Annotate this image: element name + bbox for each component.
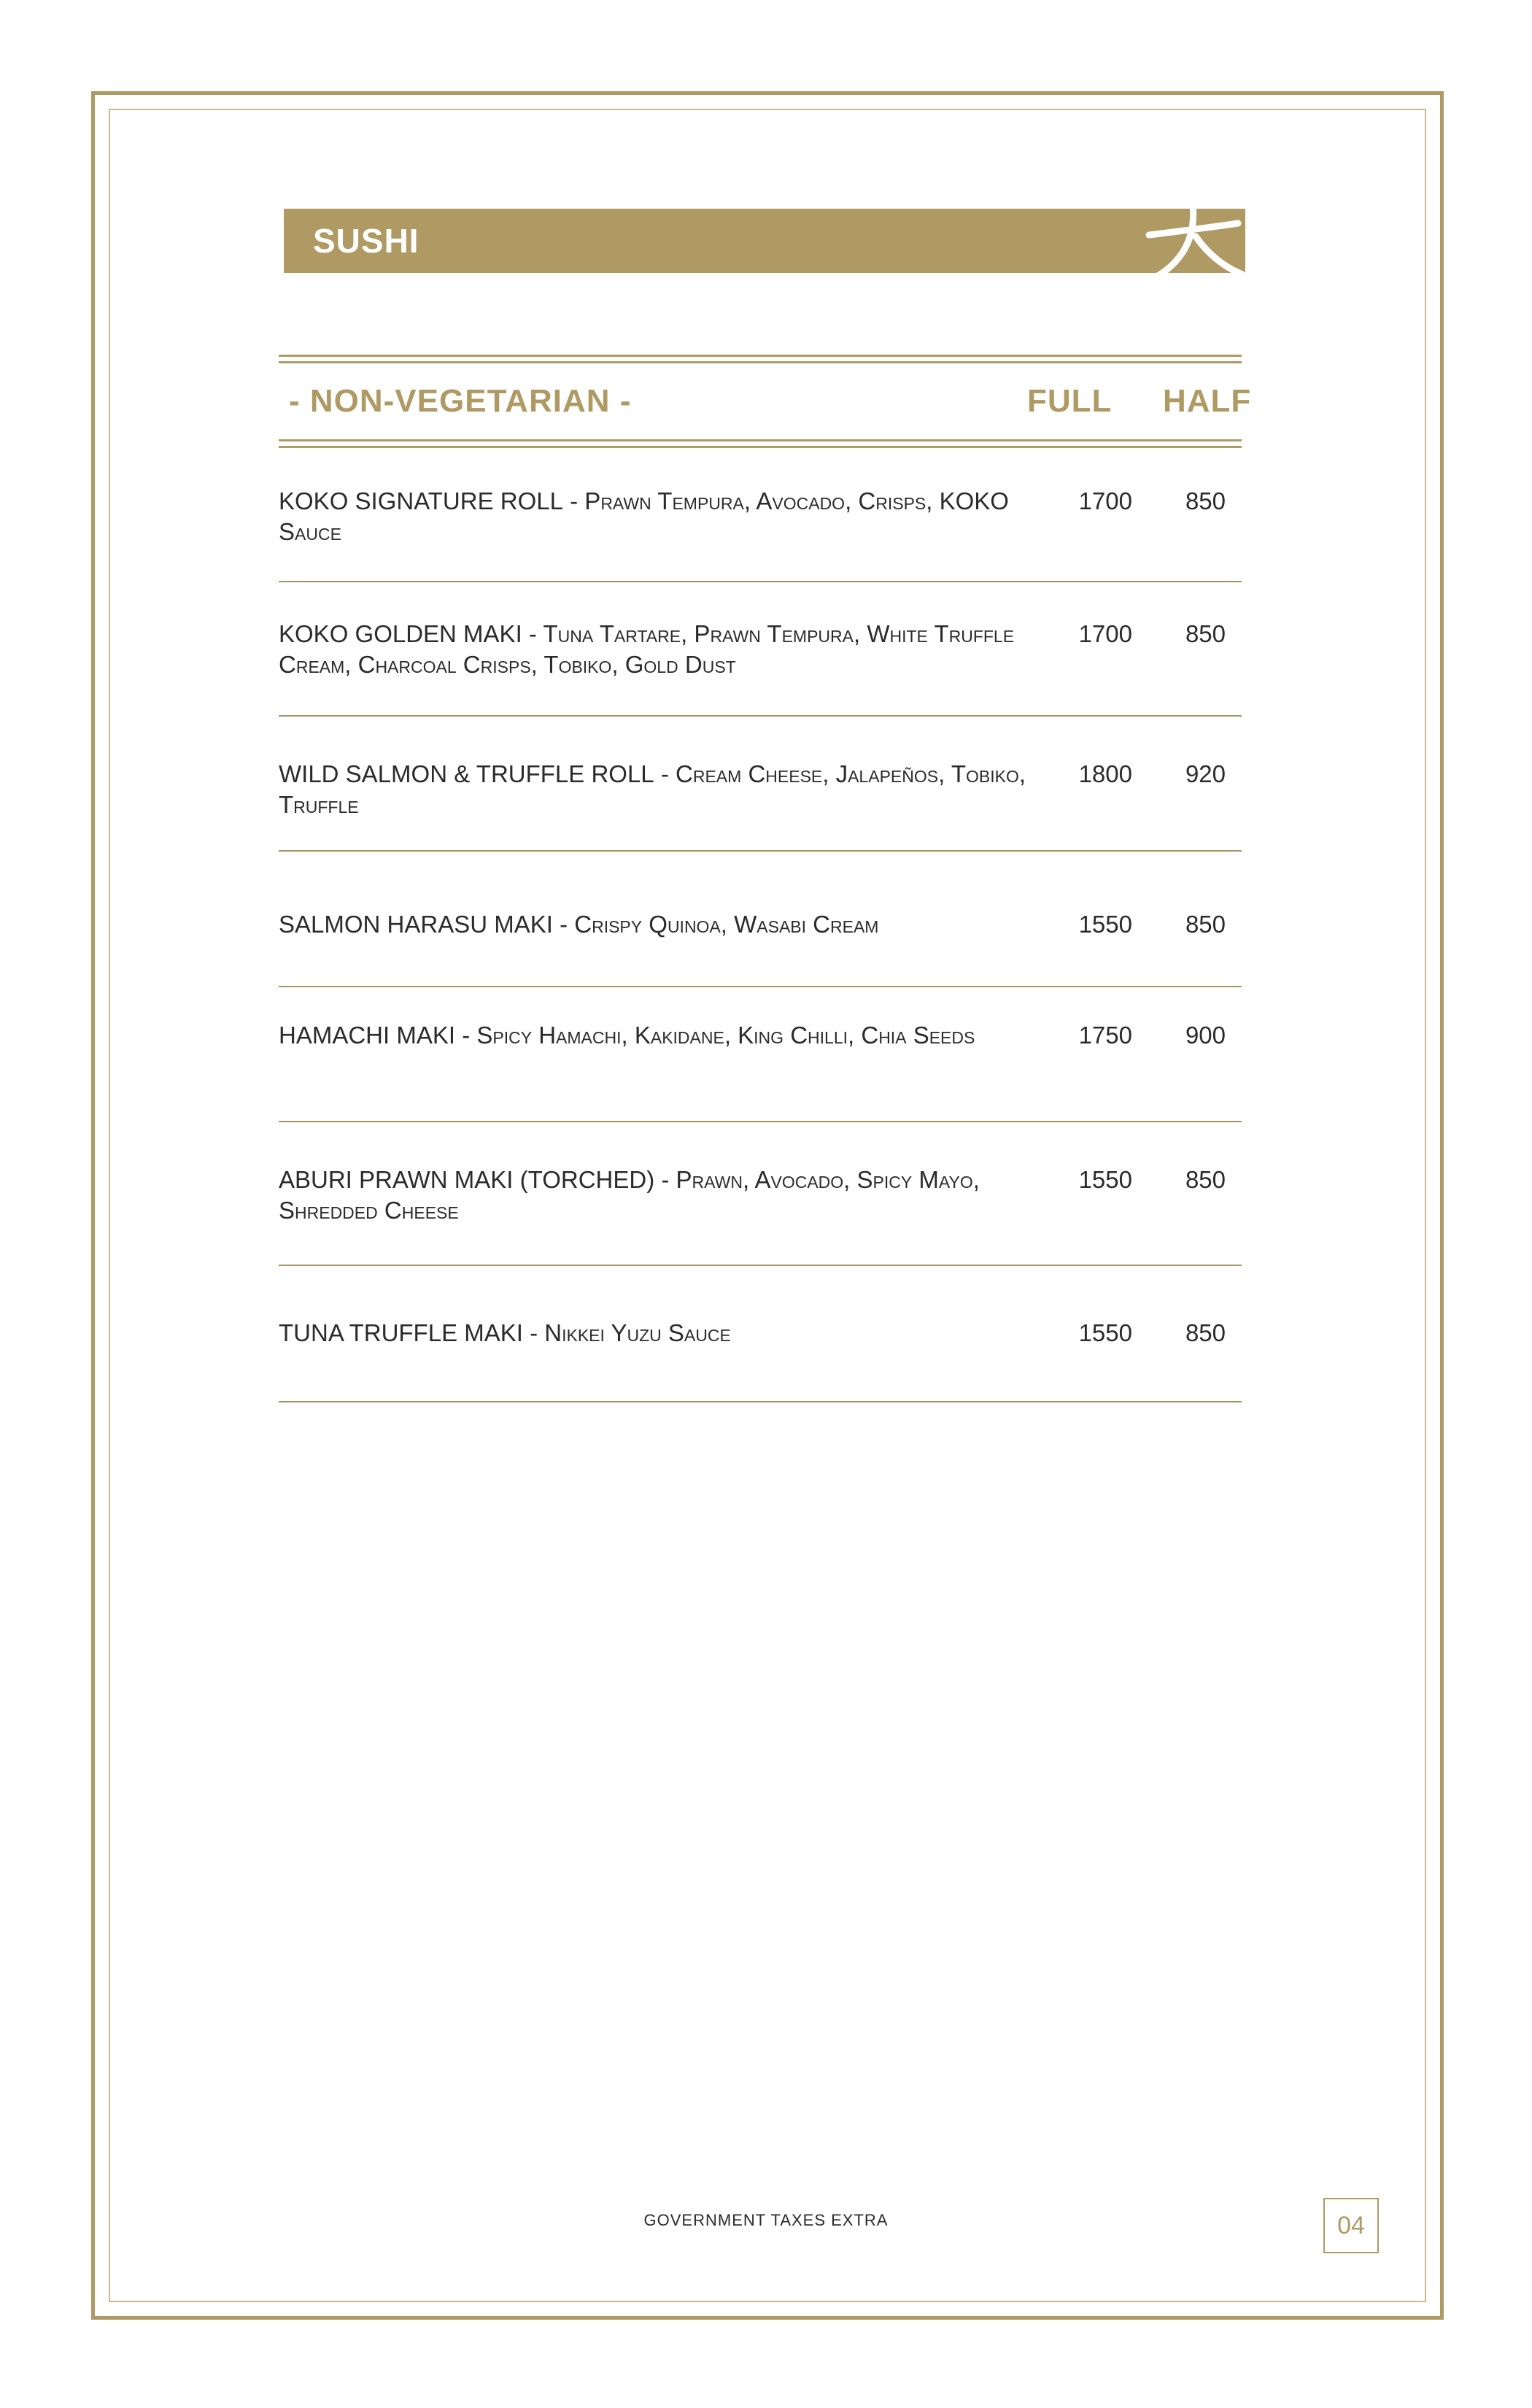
menu-item-name: TUNA TRUFFLE MAKI (279, 1319, 523, 1346)
menu-item-description: - Prawn, Avocado, Spicy Mayo, Shredded Cheese (279, 1166, 980, 1224)
section-label: - NON-VEGETARIAN - (289, 383, 632, 419)
menu-item-price-half: 920 (1185, 760, 1226, 787)
menu-item-price-full: 1550 (1078, 1166, 1132, 1193)
menu-item-description: - Nikkei Yuzu Sauce (522, 1319, 731, 1346)
menu-item-description: - Tuna Tartare, Prawn Tempura, White Truffle Cream, Charcoal Crisps, Tobiko, Gold Dust (279, 620, 1015, 678)
item-divider (279, 1401, 1242, 1402)
menu-item-text (279, 619, 1037, 680)
menu-item-text (279, 909, 1037, 940)
menu-item-price-half: 850 (1185, 911, 1226, 938)
menu-item-description: - Prawn Tempura, Avocado, Crisps, KOKO Sauce (279, 487, 1009, 545)
menu-item-text (279, 1318, 1037, 1348)
item-divider (279, 850, 1242, 852)
page-number: 04 (1323, 2198, 1379, 2253)
item-divider (279, 986, 1242, 987)
menu-item-price-half: 900 (1185, 1022, 1226, 1049)
item-divider (279, 1121, 1242, 1122)
item-divider (279, 581, 1242, 582)
menu-item-name: HAMACHI MAKI (279, 1022, 456, 1049)
menu-item-text (279, 486, 1037, 547)
menu-item-price-half: 850 (1185, 1319, 1226, 1346)
menu-item-price-full: 1550 (1078, 911, 1132, 938)
menu-item-price-half: 850 (1185, 620, 1226, 647)
column-header-full: FULL (1027, 383, 1113, 419)
column-header-half: HALF (1163, 383, 1252, 419)
menu-item-price-full: 1800 (1078, 760, 1132, 787)
kanji-brush-icon (1136, 198, 1245, 283)
menu-item-name: KOKO SIGNATURE ROLL (279, 487, 563, 514)
item-divider (279, 1265, 1242, 1266)
menu-item-name: SALMON HARASU MAKI (279, 911, 553, 938)
menu-item-description: - Crispy Quinoa, Wasabi Cream (552, 911, 879, 938)
category-title: SUSHI (313, 222, 419, 260)
menu-item-text (279, 1020, 1037, 1051)
menu-item-text (279, 1165, 1037, 1226)
category-title-band (284, 209, 1245, 273)
menu-item-description: - Cream Cheese, Jalapeños, Tobiko, Truffle (279, 760, 1026, 818)
menu-item-name: KOKO GOLDEN MAKI (279, 620, 522, 647)
item-divider (279, 715, 1242, 717)
menu-item-text (279, 759, 1037, 820)
menu-item-price-full: 1750 (1078, 1022, 1132, 1049)
footer-note: GOVERNMENT TAXES EXTRA (643, 2211, 889, 2229)
menu-item-price-full: 1700 (1078, 487, 1132, 514)
menu-item-description: - Spicy Hamachi, Kakidane, King Chilli, Chia Seeds (455, 1022, 975, 1049)
menu-item-name: ABURI PRAWN MAKI (TORCHED) (279, 1166, 655, 1193)
menu-item-name: WILD SALMON & TRUFFLE ROLL (279, 760, 654, 787)
section-top-rule (279, 355, 1242, 363)
menu-item-price-half: 850 (1185, 1166, 1226, 1193)
menu-item-price-full: 1700 (1078, 620, 1132, 647)
section-bottom-rule (279, 439, 1242, 448)
menu-item-price-half: 850 (1185, 487, 1226, 514)
menu-item-price-full: 1550 (1078, 1319, 1132, 1346)
